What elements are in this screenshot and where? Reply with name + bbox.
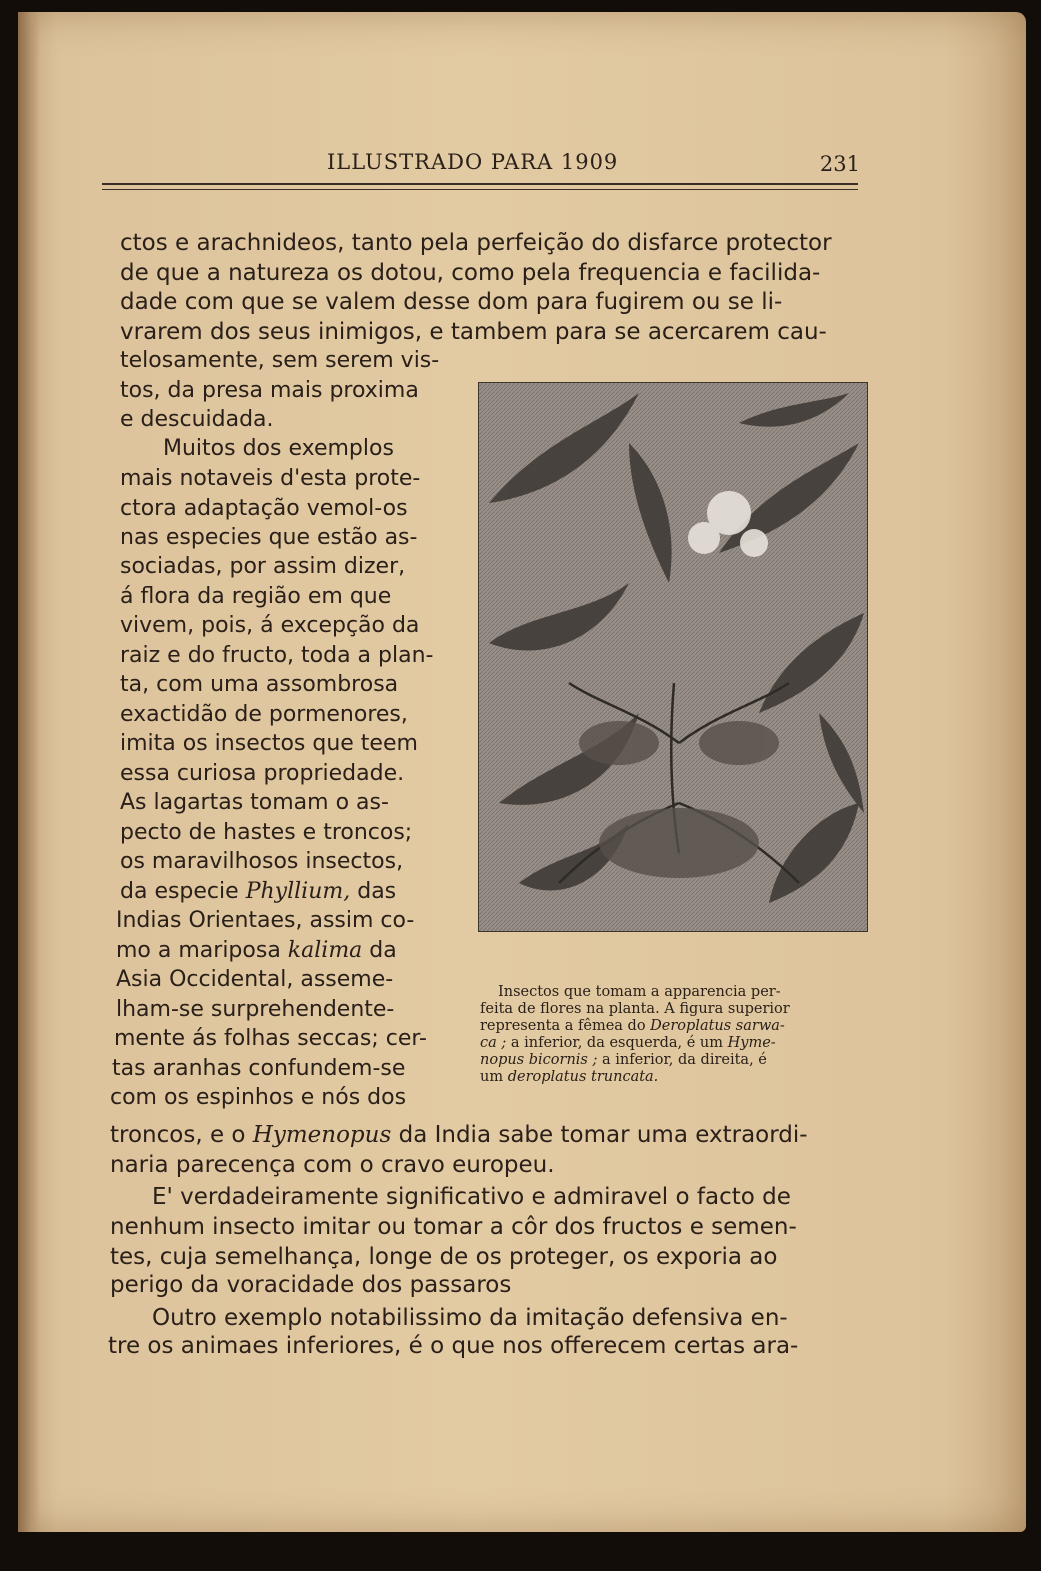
caption-line: feita de flores na planta. A figura superior [480,1001,790,1017]
caption-species: nopus bicornis ; [480,1052,598,1068]
page-gutter [18,12,40,1532]
caption-segment: representa a fêmea do [480,1018,651,1034]
caption-segment: a inferior, da esquerda, é um [506,1035,728,1051]
text-line: mais notaveis d'esta prote- [120,466,421,491]
header-rule [102,183,858,185]
text-line: raiz e do fructo, toda a plan- [120,643,434,668]
caption-segment: um [480,1069,508,1085]
text-line: de que a natureza os dotou, como pela frequencia e facilida- [120,260,821,286]
caption-species: Hyme- [727,1035,776,1051]
text-line [116,936,397,966]
caption-line: Insectos que tomam a apparencia per- [498,984,781,1000]
text-segment: da [362,938,397,963]
text-line [110,1120,808,1150]
text-line: Muitos dos exemplos [163,436,394,461]
caption-line [480,1018,785,1034]
text-line: E' verdadeiramente significativo e admiravel o facto de [152,1184,791,1210]
text-line: essa curiosa propriedade. [120,761,405,786]
text-line: tas aranhas confundem-se [112,1056,406,1081]
text-segment: mo a mariposa [116,938,288,963]
text-segment: troncos, e o [110,1122,253,1148]
text-line: e descuidada. [120,407,274,432]
text-line: tes, cuja semelhança, longe de os proteger, os exporia ao [110,1244,778,1270]
text-line: lham-se surprehendente- [116,997,395,1022]
caption-line [480,1052,767,1068]
text-line: vrarem dos seus inimigos, e tambem para se acercarem cau- [120,319,827,345]
text-line: sociadas, por assim dizer, [120,554,406,579]
text-line: á flora da região em que [120,584,392,609]
text-line: com os espinhos e nós dos [110,1085,407,1110]
text-line: nas especies que estão as- [120,525,418,550]
caption-species: deroplatus truncata. [507,1069,659,1085]
text-line: telosamente, sem serem vis- [120,348,440,373]
caption-species: ca ; [480,1035,507,1051]
caption-line [480,1069,658,1085]
text-segment: das [350,879,397,904]
species-name-kalima: kalima [287,938,363,963]
text-line: vivem, pois, á excepção da [120,613,420,638]
caption-line [480,1035,776,1051]
text-line: naria parecença com o cravo europeu. [110,1152,555,1178]
text-line: os maravilhosos insectos, [120,849,404,874]
text-line: As lagartas tomam o as- [120,790,389,815]
caption-species: Deroplatus sarwa- [650,1018,785,1034]
species-name-hymenopus: Hymenopus [252,1122,392,1148]
text-line: mente ás folhas seccas; cer- [114,1026,427,1051]
text-line: nenhum insecto imitar ou tomar a côr dos fructos e semen- [110,1214,797,1240]
text-line: perigo da voracidade dos passaros [110,1272,512,1298]
text-line [120,877,396,907]
text-line: exactidão de pormenores, [120,702,408,727]
text-line: ta, com uma assombrosa [120,672,399,697]
text-line: pecto de hastes e troncos; [120,820,413,845]
text-line: imita os insectos que teem [120,731,418,756]
header-rule-thin [102,189,858,190]
text-segment: da especie [120,879,246,904]
page-number: 231 [819,152,860,176]
insect-illustration [478,382,868,932]
text-line: tre os animaes inferiores, é o que nos offerecem certas ara- [108,1333,799,1359]
text-line: ctos e arachnideos, tanto pela perfeição do disfarce protector [120,230,832,256]
text-line: ctora adaptação vemol-os [120,496,408,521]
text-line: Asia Occidental, asseme- [116,967,394,992]
page-header [102,150,860,180]
text-segment: da India sabe tomar uma extraordi- [391,1122,808,1148]
text-line: tos, da presa mais proxima [120,378,419,403]
running-title: ILLUSTRADO PARA 1909 [327,150,619,174]
text-line: Outro exemplo notabilissimo da imitação defensiva en- [152,1305,788,1331]
text-line: dade com que se valem desse dom para fugirem ou se li- [120,289,783,315]
text-line: Indias Orientaes, assim co- [116,908,415,933]
species-name-phyllium: Phyllium, [245,879,351,904]
caption-segment: a inferior, da direita, é [597,1052,767,1068]
